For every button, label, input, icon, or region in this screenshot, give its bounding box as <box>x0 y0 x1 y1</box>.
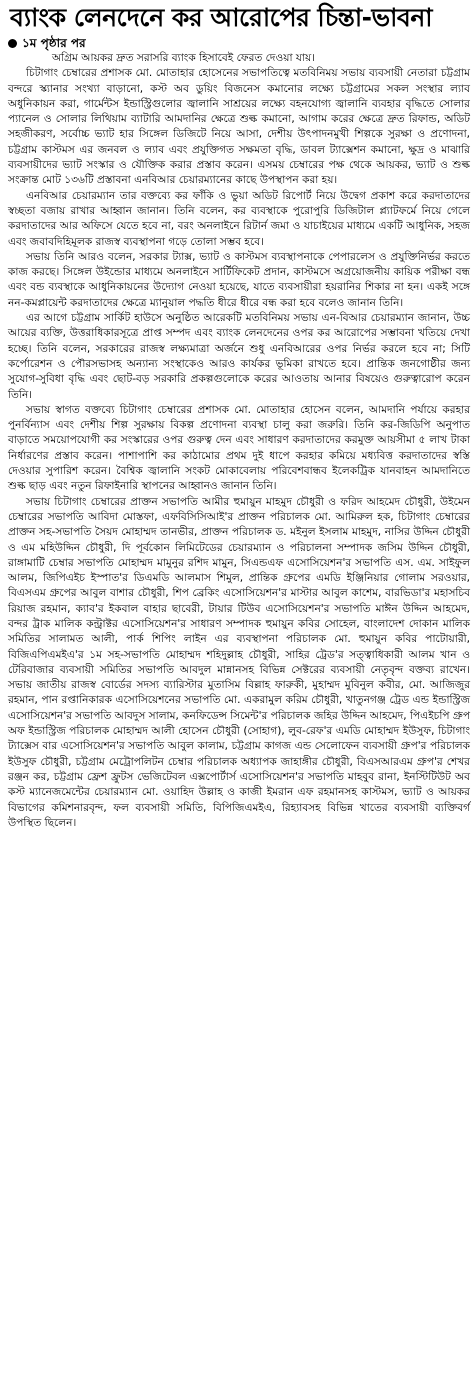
article-paragraph: সভায় স্বাগত বক্তব্যে চিটাগাং চেম্বারের প্রশাসক মো. মোতাহার হোসেন বলেন, আমদানি পর্যায়ে করহার পুনর্বিন্যাস এবং দেশীয় শিল্প সুরক্ষায় বিকল্প প্রণোদনা ব্যবস্থা চালু করা জরুরি। তিনি কর-জিডিপি অনুপাত বাড়াতে সময়োপযোগী কর সংস্কারের ওপর গুরুত্ব দেন এবং সাধারণ করদাতাদের করমুক্ত আয়সীমা ৫ লাখ টাকা নির্ধারণের প্রস্তাব করেন। পাশাপাশি কর কাঠামোর প্রথম দুই ধাপে করহার কমিয়ে মধ্যবিত্ত করদাতাদের স্বস্তি দেওয়ার সুপারিশ করেন। বৈশ্বিক জ্বালানি সংকট মোকাবেলায় পরিবেশবান্ধব ইলেকট্রিক যানবাহন আমদানিতে শুল্ক ছাড় এবং নতুন রিফাইনারি স্থাপনের আহ্বানও জানান তিনি। <box>8 403 470 493</box>
headline: ব্যাংক লেনদেনে কর আরোপের চিন্তা-ভাবনা <box>10 3 432 32</box>
article-body <box>8 51 470 831</box>
article-paragraph: চিটাগাং চেম্বারের প্রশাসক মো. মোতাহার হোসেনের সভাপতিত্বে মতবিনিময় সভায় ব্যবসায়ী নেতারা চট্টগ্রাম বন্দরে স্ক্যানার সংখ্যা বাড়ানো, কস্ট অব ডুয়িং বিজনেস কমানোর লক্ষ্যে চট্টগ্রামের সকল সংস্থার ল্যাব অধুনিকায়ন করা, গার্মেন্টস ইন্ডাস্ট্রিগুলোর জ্বালানি সাশ্রয়ের লক্ষ্যে বহনযোগ্য জ্বালানি ব্যবহার বৃদ্ধিতে সোলার প্যানেল ও সোলার লিথিয়াম ব্যাটারি আমদানির ক্ষেত্রে শুল্ক কমানো, আগাম করের ক্ষেত্রে দ্রুত রিফান্ড, অডিট সহজীকরণ, সর্বোচ্চ ভ্যাট হার সিঙ্গেল ডিজিটে নিয়ে আসা, দেশীয় উৎপাদনমুখী শিল্পকে সুরক্ষা ও প্রণোদনা, চট্টগ্রাম কাস্টমস এর জনবল ও ল্যাব এবং প্রযুক্তিগত সক্ষমতা বৃদ্ধি, ডাবল ট্যাক্সেশন কমানো, ক্ষুদ্র ও মাঝারি ব্যবসায়ীদের ভ্যাট সংস্কার ও যৌক্তিক করার প্রস্তাব করেন। এসময় চেম্বারের পক্ষ থেকে আয়কর, ভ্যাট ও শুল্ক সংক্রান্ত মোট ১৩৬টি প্রস্তাবনা এনবিআর চেয়ারম্যানের কাছে উপস্থাপন করা হয়। <box>8 67 470 187</box>
continued-from-label <box>8 35 475 51</box>
article-paragraph: সভায় চিটাগাং চেম্বারের প্রাক্তন সভাপতি আমীর হুমায়ুন মাহমুদ চৌধুরী ও ফরিদ আহমেদ চৌধুরী, উইমেন চেম্বারের সভাপতি আবিদা মোস্তফা, এফবিসিসিআই'র প্রাক্তন পরিচালক মো. আমিরুল হক, চিটাগাং চেম্বারের প্রাক্তন সহ-সভাপতি সৈয়দ মোহাম্মদ তানভীর, প্রাক্তন পরিচালক ড. মইনুল ইসলাম মাহমুদ, নাসির উদ্দিন চৌধুরী ও এম মহিউদ্দিন চৌধুরী, দি পূর্বকোন লিমিটেডের চেয়ারম্যান ও পরিচালনা সম্পাদক জসিম উদ্দিন চৌধুরী, রাঙ্গামাটি চেম্বার সভাপতি মোহাম্মদ মামুনুর রশিদ মামুন, সিএন্ডএফ এসোসিয়েশন'র সভাপতি এস. এম. সাইফুল আলম, জিপিএইচ ইস্পাত'র ডিএমডি আলমাস শিমুল, প্রান্তিক গ্রুপের এমডি ইঞ্জিনিয়ার গোলাম সরওয়ার, বিএসএম গ্রুপের আবুল বাশার চৌধুরী, শিপ ব্রেকিং এসোসিয়েশন'র মাস্টার আবুল কাশেম, বারভিডা'র মহাসচিব রিয়াজ রহমান, ক্যাব'র ইকবাল বাহার ছাবেরী, টায়ার টিউব এসোসিয়েশন'র সভাপতি মাঈন উদ্দিন আহমেদ, বন্দর ট্রাক মালিক কন্ট্রাক্টর এসোসিয়েশন'র সাধারণ সম্পাদক হুমায়ুন কবির সোহেল, বাংলাদেশ দোকান মালিক সমিতির সালামত আলী, পার্ক শিপিং লাইন এর ব্যবস্থাপনা পরিচালক মো. হুমায়ুন কবির পাটোয়ারী, বিজিএপিএমইএ'র ১ম সহ-সভাপতি মোহাম্মদ শহিদুল্লাহ চৌধুরী, সাহির ট্রেড'র সত্ত্বাধিকারী আলম খান ও টেরিবাজার ব্যবসায়ী সমিতির সভাপতি আবদুল মান্নানসহ বিভিন্ন সেক্টরের ব্যবসায়ী নেতৃবৃন্দ বক্তব্য রাখেন। সভায় জাতীয় রাজস্ব বোর্ডের সদস্য ব্যারিস্টার মুতাসিম বিল্লাহ ফারুকী, মুহাম্মদ মুবিনুল কবীর, মো. আজিজুর রহমান, পান রপ্তানিকারক এসোসিয়েশনের সভাপতি মো. একরামুল করিম চৌধুরী, খাতুনগঞ্জ ট্রেড এন্ড ইন্ডাস্ট্রিজ এসোসিয়েশন'র সভাপতি আবদুস সালাম, কনফিডেন্স সিমেন্ট'র পরিচালক জহির উদ্দিন আহমেদ, পিএইচপি গ্রুপ অফ ইন্ডাস্ট্রিজ পরিচালক মোহাম্মদ আলী হোসেন চৌধুরী (সোহাগ), লুব-রেফ'র এমডি মোহাম্মদ ইউসুফ, চিটাগাং ট্যাক্সেস বার এসোসিয়েশন'র সভাপতি আবুল কালাম, চট্টগ্রাম কাগজ এন্ড সেলোফেন ব্যবসায়ী গ্রুপ'র পরিচালক ইউসুফ চৌধুরী, চট্টগ্রাম মেট্রোপলিটন চেম্বার পরিচালক অধ্যাপক জাহাঙ্গীর চৌধুরী, বিএসআরএম গ্রুপ'র শেখর রঞ্জন কর, চট্টগ্রাম ফ্রেশ ফ্রুটস ভেজিটেবল এক্সপোর্টার্স এসোসিয়েশন'র সভাপতি মাহবুব রানা, ইনস্টিটিউট অব কস্ট ম্যানেজমেন্টের চেয়ারম্যান মো. ওয়াহিদ উল্লাহ ও কাজী ইমরান এফ রহমানসহ কাস্টমস, ভ্যাট ও আয়কর বিভাগের কমিশনারবৃন্দ, ফল ব্যবসায়ী সমিতি, বিপিজিএমইএ, রিহ্যাবসহ বিভিন্ন খাতের ব্যবসায়ী ব্যক্তিবর্গ উপস্থিত ছিলেন। <box>8 495 470 829</box>
article-paragraph: সভায় তিনি আরও বলেন, সরকার ট্যাক্স, ভ্যাট ও কাস্টমস ব্যবস্থাপনাকে পেপারলেস ও প্রযুক্তিনির্ভর করতে কাজ করছে। সিঙ্গেল উইন্ডোর মাধ্যমে অনলাইনে সার্টিফিকেট প্রদান, কাস্টমসে অগ্রয়োজনীয় কায়িক পরীক্ষা বন্ধ এবং বন্ড ব্যবস্থাকে আধুনিকায়নের উদ্যোগ নেওয়া হয়েছে, যাতে ব্যবসায়ীরা হয়রানির শিকার না হন। একই সঙ্গে নন-কমপ্লায়েন্ট করদাতাদের ক্ষেত্রে ম্যানুয়াল পদ্ধতি ধীরে ধীরে বন্ধ করা হবে বলেও জানান তিনি। <box>8 250 470 309</box>
article-paragraph: এর আগে চট্টগ্রাম সার্কিট হাউসে অনুষ্ঠিত আরেকটি মতবিনিময় সভায় এন-বিআর চেয়ারম্যান জানান, উচ্চ আয়ের ব্যক্তি, উত্তরাধিকারসূত্রে প্রাপ্ত সম্পদ এবং ব্যাংক লেনদেনের ওপর কর আরোপের সম্ভাবনা খতিয়ে দেখা হচ্ছে। তিনি বলেন, সরকারের রাজস্ব লক্ষ্যমাত্রা অর্জনে শুধু এনবিআরের ওপর নির্ভর করলে হবে না; সিটি কর্পোরেশন ও পৌরসভাসহ অন্যান্য সংস্থাকেও আরও কার্যকর ভূমিকা রাখতে হবে। প্রান্তিক জনগোষ্ঠীর জন্য সুযোগ-সুবিধা বৃদ্ধি এবং ছোট-বড় সরকারি প্রকল্পগুলোকে করের আওতায় আনার বিষয়েও গুরুত্বারোপ করেন তিনি। <box>8 312 470 401</box>
article-paragraph: এনবিআর চেয়ারম্যান তার বক্তব্যে কর ফাঁকি ও ভুয়া অডিট রিপোর্ট নিয়ে উদ্বেগ প্রকাশ করে করদাতাদের স্বচ্ছতা বজায় রাখার আহ্বান জানান। তিনি বলেন, কর ব্যবস্থাকে পুরোপুরি ডিজিটাল প্ল্যাটফর্মে নিয়ে গেলে করদাতাদের আর অফিসে যেতে হবে না, বরং অনলাইনে রিটার্ন জমা ও যাচাইয়ের মাধ্যমে একটি আধুনিক, সহজ এবং জবাবদিহিমূলক রাজস্ব ব্যবস্থাপনা গড়ে তোলা সম্ভব হবে। <box>8 189 470 248</box>
article-paragraph: অগ্রিম আয়কর দ্রুত সরাসরি ব্যাংক হিসাবেই ফেরত দেওয়া যায়। <box>52 52 315 64</box>
bullet-icon <box>8 39 17 48</box>
continued-from-text: ১ম পৃষ্ঠার পর <box>22 36 86 50</box>
